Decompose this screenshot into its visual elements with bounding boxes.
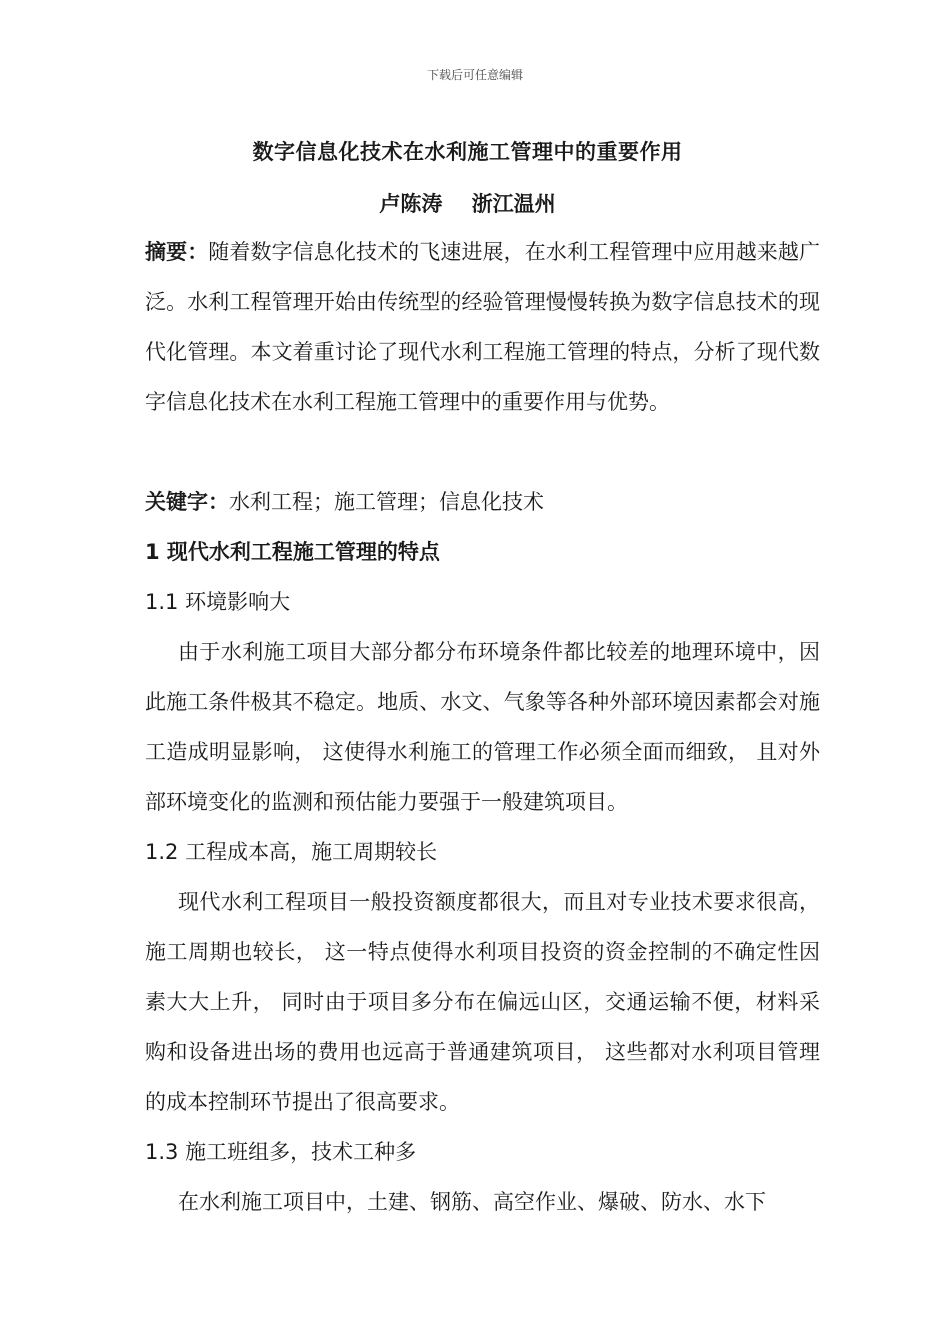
subsection-heading-1-3: 1.3 施工班组多，技术工种多 (145, 1140, 417, 1164)
paragraph-1-1: 由于水利施工项目大部分都分布环境条件都比较差的地理环境中，因此施工条件极其不稳定。地质、水文、气象等各种外部环境因素都会对施工造成明显影响， 这使得水利施工的管理工作必须全面而细致， 且对外部环境变化的监测和预估能力要强于一般建筑项目。 (145, 640, 820, 814)
author-line: 卢陈涛 浙江温州 (379, 192, 556, 216)
abstract-text: 随着数字信息化技术的飞速进展，在水利工程管理中应用越来越广泛。水利工程管理开始由传统型的经验管理慢慢转换为数字信息技术的现代化管理。本文着重讨论了现代水利工程施工管理的特点，分析了现代数字信息化技术在水利工程施工管理中的重要作用与优势。 (145, 240, 821, 414)
section-heading-1: 1 现代水利工程施工管理的特点 (145, 540, 440, 564)
keywords-label: 关键字： (145, 490, 229, 514)
abstract-paragraph (145, 227, 820, 427)
keywords-text: 水利工程；施工管理；信息化技术 (229, 490, 544, 514)
keywords-line (145, 477, 820, 527)
paragraph-1-3: 在水利施工项目中，土建、钢筋、高空作业、爆破、防水、水下 (178, 1190, 766, 1214)
subsection-heading-1-2: 1.2 工程成本高，施工周期较长 (145, 840, 438, 864)
page-title: 数字信息化技术在水利施工管理中的重要作用 (252, 140, 683, 164)
subsection-heading-1-1: 1.1 环境影响大 (145, 590, 291, 614)
header-note: 下载后可任意编辑 (426, 68, 523, 82)
paragraph-1-2: 现代水利工程项目一般投资额度都很大，而且对专业技术要求很高，施工周期也较长， 这一特点使得水利项目投资的资金控制的不确定性因素大大上升， 同时由于项目多分布在偏远山区，交通运输不便，材料采购和设备进出场的费用也远高于普通建筑项目， 这些都对水利项目管理的成本控制环节提出了很高要求。 (145, 890, 820, 1114)
abstract-label: 摘要： (145, 240, 209, 264)
